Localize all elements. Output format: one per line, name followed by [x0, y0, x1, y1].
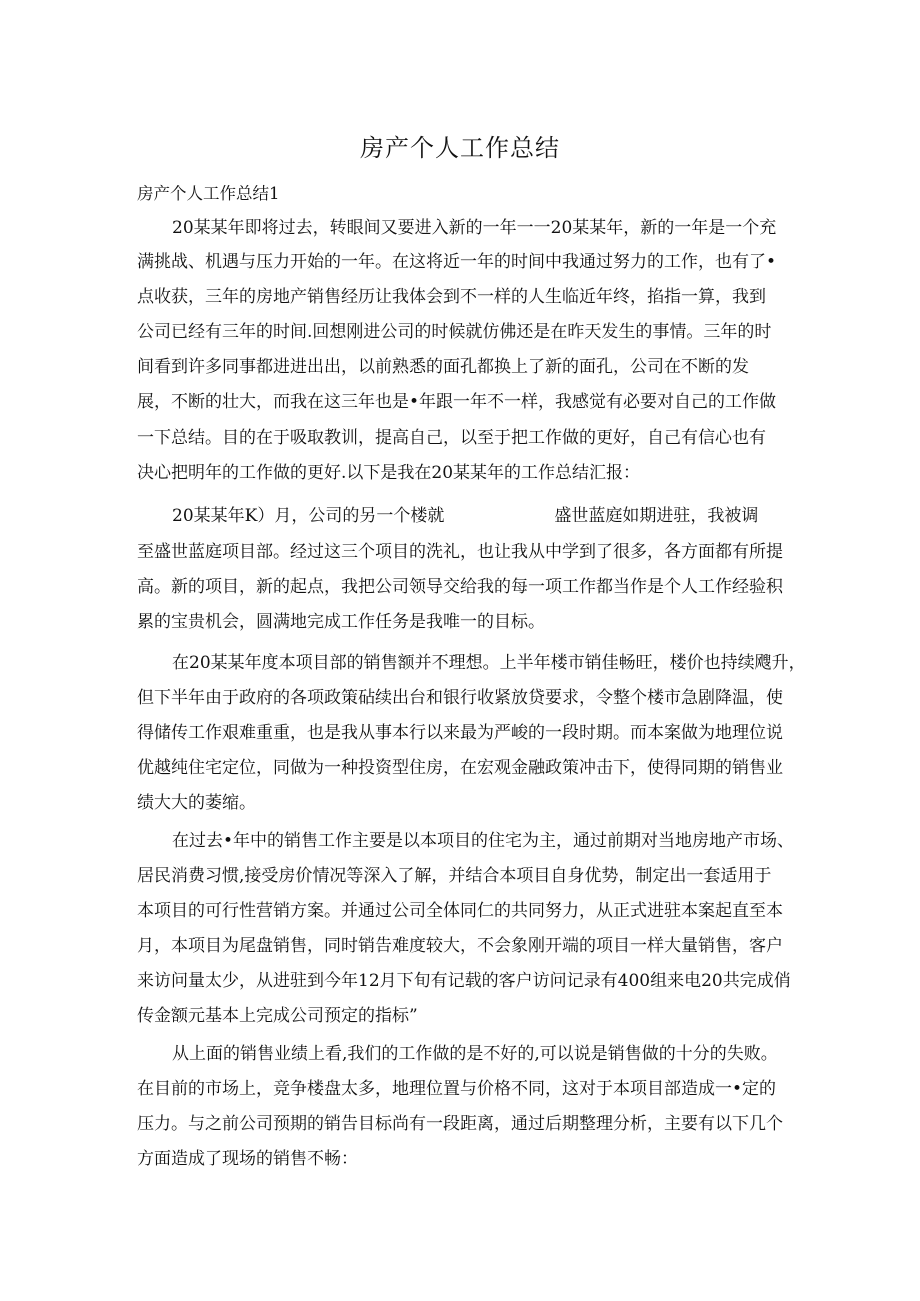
paragraph-line: 高。新的项目，新的起点，我把公司领导交给我的每一项工作都当作是个人工作经验积 — [137, 577, 783, 597]
paragraph-line: 来访问量太少，从进驻到今年12月下旬有记载的客户访问记录有400组来电20共完成俏 — [137, 971, 791, 991]
paragraph-line: 绩大大的萎缩。 — [137, 793, 256, 813]
paragraph-line: 满挑战、机遇与压力开始的一年。在这将近一年的时间中我通过努力的工作，也有了• — [137, 252, 777, 272]
paragraph-line: 从上面的销售业绩上看,我们的工作做的是不好的,可以说是销售做的十分的失败。 — [172, 1044, 778, 1064]
document-title: 房产个人工作总结 — [360, 134, 560, 162]
paragraph-line: 点收获，三年的房地产销售经历让我体会到不一样的人生临近年终，掐指一算，我到 — [137, 287, 766, 307]
paragraph-line: 累的宝贵机会，圆满地完成工作任务是我唯一的目标。 — [137, 612, 545, 632]
paragraph-line: 居民消费习惯,接受房价情况等深入了解，并结合本项目自身优势，制定出一套适用于 — [137, 866, 772, 886]
paragraph-line: 但下半年由于政府的各项政策砧续出台和银行收紧放贷要求，令整个楼市急剧降温，使 — [137, 688, 783, 708]
paragraph-line: 得储传工作艰难重重，也是我从事本行以来最为严峻的一段时期。而本案做为地理位说 — [137, 723, 783, 743]
paragraph-line: 至盛世蓝庭项目部。经过这三个项目的洗礼，也让我从中学到了很多，各方面都有所提 — [137, 542, 783, 562]
paragraph-line — [172, 504, 758, 528]
paragraph-fragment: 20某某年K）月，公司的另一个楼就 — [172, 506, 445, 526]
paragraph-line: 在过去•年中的销售工作主要是以本项目的住宅为主，通过前期对当地房地产市场、 — [172, 831, 795, 851]
paragraph-line: 方面造成了现场的销售不畅： — [137, 1149, 358, 1169]
paragraph-line: 展，不断的壮大，而我在这三年也是•年跟一年不一样，我感觉有必要对自己的工作做 — [137, 392, 777, 412]
paragraph-line: 一下总结。目的在于吸取教训，提高自己，以至于把工作做的更好，自己有信心也有 — [137, 428, 766, 448]
paragraph-line: 间看到许多同事都进进出出，以前熟悉的面孔都换上了新的面孔，公司在不断的发 — [137, 357, 749, 377]
paragraph-line: 在20某某年度本项目部的销售额并不理想。上半年楼市销佳畅旺，楼价也持续飕升， — [172, 653, 806, 673]
paragraph-line: 优越纯住宅定位，同做为一种投资型住房，在宏观金融政策冲击下，使得同期的销售业 — [137, 758, 783, 778]
paragraph-line: 本项目的可行性营销方案。并通过公司全体同仁的共同努力，从正式进驻本案起直至本 — [137, 901, 783, 921]
paragraph-line: 月，本项目为尾盘销售，同时销告难度较大，不会象刚开端的项目一样大量销售，客户 — [137, 936, 783, 956]
paragraph-fragment: 盛世蓝庭如期进驻，我被调 — [554, 506, 759, 526]
paragraph-line: 决心把明年的工作做的更好.以下是我在20某某年的工作总结汇报： — [137, 463, 641, 483]
paragraph-line: 公司已经有三年的时间.回想刚进公司的时候就仿佛还是在昨天发生的事情。三年的时 — [137, 322, 772, 342]
paragraph-line: 20某某年即将过去，转眼间又要进入新的一年一一20某某年，新的一年是一个充 — [172, 218, 777, 238]
section-heading: 房产个人工作总结1 — [137, 184, 280, 203]
paragraph-line: 传金额元基本上完成公司预定的指标” — [137, 1006, 418, 1026]
paragraph-line: 压力。与之前公司预期的销告目标尚有一段距离，通过后期整理分析，主要有以下几个 — [137, 1114, 783, 1134]
paragraph-line: 在目前的市场上，竞争楼盘太多，地理位置与价格不同，这对于本项目部造成一•定的 — [137, 1079, 777, 1099]
